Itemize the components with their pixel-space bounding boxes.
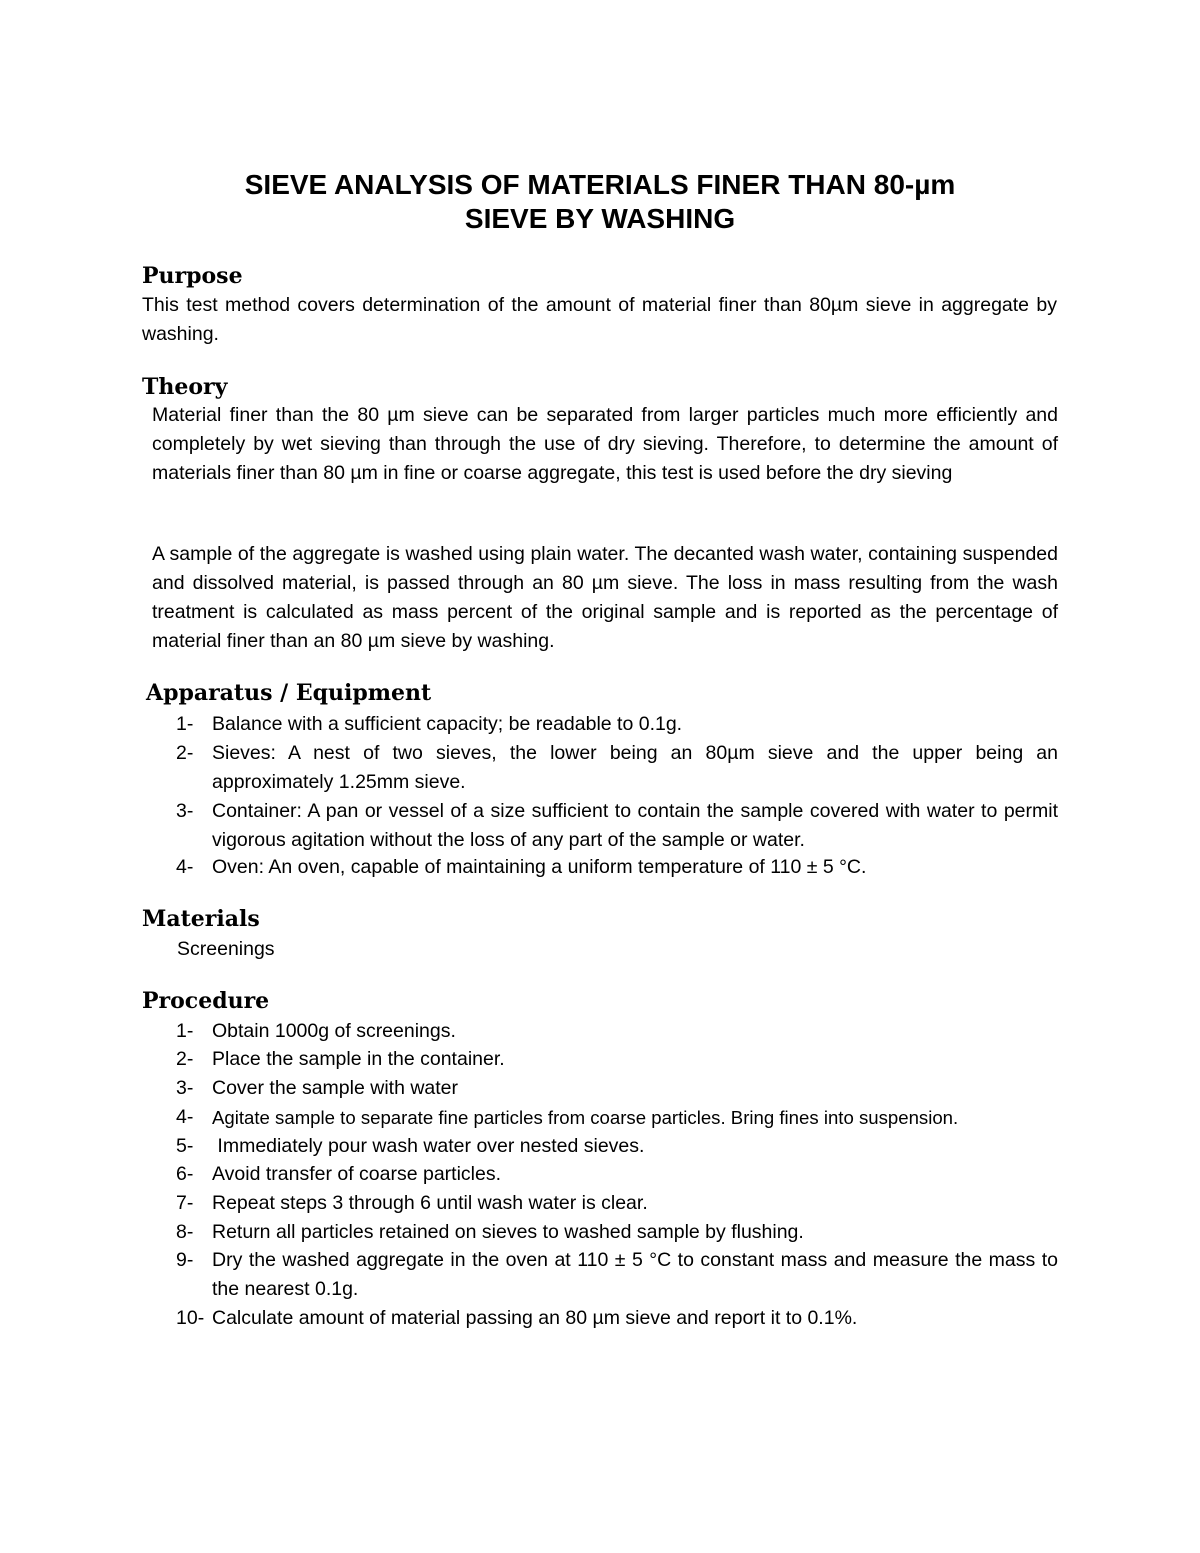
procedure-item-text: Place the sample in the container. [212,1048,505,1070]
apparatus-item-text: Oven: An oven, capable of maintaining a uniform temperature of 110 ± 5 °C. [212,856,867,878]
procedure-item-text: Calculate amount of material passing an 80 µm sieve and report it to 0.1%. [212,1307,858,1329]
procedure-item [176,1132,1066,1161]
procedure-item-text: Immediately pour wash water over nested sieves. [212,1135,645,1157]
apparatus-item [176,739,1058,797]
apparatus-item [176,853,1058,882]
procedure-item [176,1246,1058,1304]
procedure-item [176,1160,1066,1189]
theory-paragraph-2: A sample of the aggregate is washed using plain water. The decanted wash water, containing suspended and dissolved material, is passed through an 80 µm sieve. The loss in mass resulting from the wash treatment is calculated as mass percent of the original sample and is reported as the percentage of material finer than an 80 µm sieve by washing. [152,543,1058,652]
procedure-item-text: Repeat steps 3 through 6 until wash water is clear. [212,1192,648,1214]
procedure-item-text: Return all particles retained on sieves to washed sample by flushing. [212,1221,804,1243]
materials-text: Screenings [177,938,275,960]
procedure-item-number: 3- [176,1077,194,1099]
procedure-item-number: 8- [176,1221,194,1243]
procedure-item-number: 6- [176,1163,194,1185]
procedure-item [176,1189,1066,1218]
procedure-item [176,1304,1066,1333]
theory-paragraph-1: Material finer than the 80 µm sieve can be separated from larger particles much more efficiently and completely by wet sieving than through the use of dry sieving. Therefore, to determine the amount of materials finer than 80 µm in fine or coarse aggregate, this test is used before the dry sieving [152,404,1058,484]
materials-heading: Materials [142,906,260,932]
apparatus-item-number: 3- [176,800,194,822]
procedure-item-number: 10- [176,1307,205,1329]
apparatus-heading: Apparatus / Equipment [146,680,432,706]
apparatus-item [176,797,1058,855]
procedure-item [176,1045,1066,1074]
procedure-item-text: Cover the sample with water [212,1077,459,1099]
procedure-item-number: 1- [176,1020,194,1042]
procedure-item-number: 4- [176,1106,194,1128]
apparatus-item [176,710,1058,739]
procedure-item-number: 9- [176,1249,194,1271]
apparatus-item-text: Container: A pan or vessel of a size sufficient to contain the sample covered with water to permit vigorous agitation without the loss of any part of the sample or water. [212,800,1058,851]
apparatus-item-number: 4- [176,856,194,878]
page-title-line-1: SIEVE ANALYSIS OF MATERIALS FINER THAN 80-µm [244,169,956,200]
procedure-item-text: Dry the washed aggregate in the oven at 110 ± 5 °C to constant mass and measure the mass to the nearest 0.1g. [212,1249,1058,1300]
procedure-item-number: 7- [176,1192,194,1214]
procedure-heading: Procedure [142,988,270,1014]
apparatus-item-text: Sieves: A nest of two sieves, the lower being an 80µm sieve and the upper being an approximately 1.25mm sieve. [212,742,1058,793]
procedure-item [176,1017,1066,1046]
procedure-item-text: Agitate sample to separate fine particles from coarse particles. Bring fines into suspension. [212,1107,959,1128]
procedure-item-text: Avoid transfer of coarse particles. [212,1163,502,1185]
procedure-item-number: 5- [176,1135,194,1157]
purpose-text: This test method covers determination of the amount of material finer than 80µm sieve in aggregate by washing. [142,294,1057,345]
procedure-item [176,1218,1066,1247]
apparatus-item-number: 2- [176,742,194,764]
theory-heading: Theory [142,374,228,400]
page-title-line-2: SIEVE BY WASHING [464,203,736,234]
procedure-item-text: Obtain 1000g of screenings. [212,1020,456,1042]
procedure-item-number: 2- [176,1048,194,1070]
apparatus-item-number: 1- [176,713,194,735]
procedure-item [176,1074,1066,1103]
apparatus-item-text: Balance with a sufficient capacity; be readable to 0.1g. [212,713,683,735]
purpose-heading: Purpose [142,263,243,289]
procedure-item [176,1103,1076,1132]
